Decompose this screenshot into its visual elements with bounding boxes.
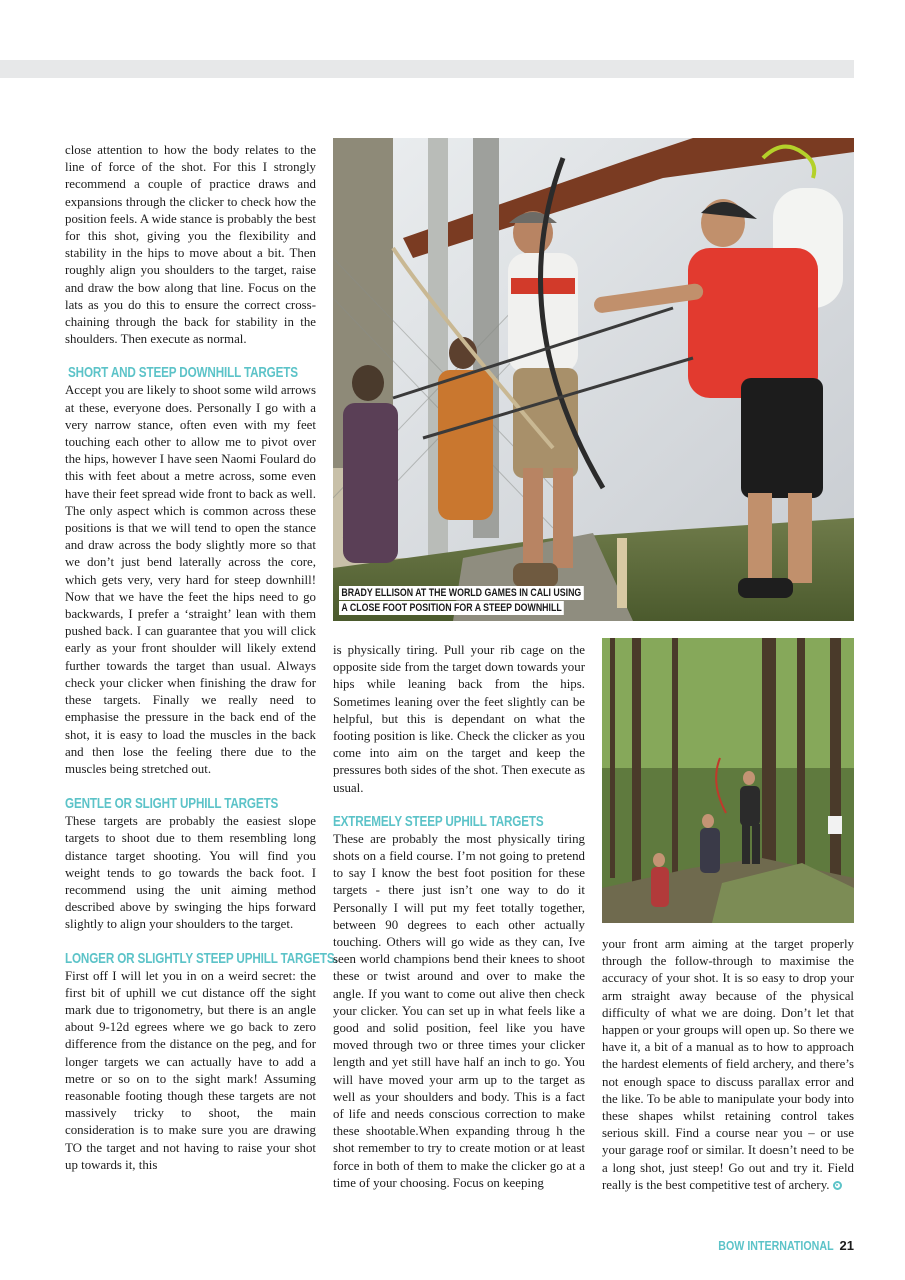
forest-archers-illustration xyxy=(602,638,854,923)
page-footer xyxy=(693,1238,854,1253)
caption-line-2: A CLOSE FOOT POSITION FOR A STEEP DOWNHILL xyxy=(339,601,564,615)
caption-line-1: BRADY ELLISON AT THE WORLD GAMES IN CALI USING xyxy=(339,586,584,600)
page-number: 21 xyxy=(839,1238,854,1253)
body-paragraph: These targets are probably the easiest slope targets to shoot due to them resembling long distance target shooting. You will find you weight tends to go towards the back foot. I recommend using the unit aiming method described above by swinging the hips forward slightly to align your shoulders to the target. xyxy=(65,814,316,932)
archery-photo-forest xyxy=(602,638,854,923)
body-paragraph: First off I will let you in on a weird secret: the first bit of uphill we cut distance off the sight mark due to trigonometry, but there is an angle about 9-12d egrees where we go back to zero difference from the distance on the peg, and for longer targets we can actually have to add a metre or so on to the sight mark! Assuming reasonable footing though these targets are not massively tricky to shoot, the main consideration is to make sure you are drawing TO the target and not having to raise your shot up towards it, this xyxy=(65,968,316,1172)
article-column-1 xyxy=(65,142,338,1174)
article-column-2 xyxy=(333,642,585,1192)
section-heading: LONGER OR SLIGHTLY STEEP UPHILL TARGETS. xyxy=(65,949,338,967)
body-text: your front arm aiming at the target properly through the follow-through to maximise the accuracy of your shot. It is so easy to drop your arm straight away because of the physical difficulty of what we are doing. Don’t let that happen or your groups will open up. So there we have it, a bit of a manual as to how to approach the hardest elements of field archery, and there’s not enough space to discuss parallax error and the like. To be able to manipulate your body into these shapes whilst retaining control takes serious skill. Find a course near you – or use your garage roof or similar. It doesn’t need to be a long shot, just steep! Go out and try it. Field really is the best competitive test of archery. xyxy=(602,937,854,1192)
photo-caption xyxy=(339,585,645,615)
publication-name: BOW INTERNATIONAL xyxy=(718,1238,834,1253)
end-of-article-icon xyxy=(833,1181,842,1190)
body-paragraph: Accept you are likely to shoot some wild arrows at these, everyone does. Personally I go with a very narrow stance, often even with my feet touching each other to allow me to pivot over the hips, however I have seen Naomi Foulard do this with feet about a metre across, some even have their feet spread wide front to back as well. The only aspect which is common across these positions is that we will tend to open the stance and draw across the body slightly more so that we don’t just bend laterally across the core, which gets very, very hard for steep downhill! Now that we have the feet the hips need to go backwards, I prefer a ‘straight’ lean with them pushed back. I can guarantee that you will click early as your front shoulder will likely extend further towards the target than usual. Always check your clicker when finishing the draw for these targets. Finally we really need to emphasise the pressure in the back end of the shot, it is easy to load the muscles in the back and then lose the feeling there due to the muscles being stretched out. xyxy=(65,383,316,776)
body-paragraph: close attention to how the body relates to the line of force of the shot. For this I strongly recommend a couple of practice draws and expansions through the clicker to check how the position feels. A wide stance is probably the best for this shot, giving you the flexibility and stability in the hips to move about a bit. Then roughly align you shoulders to the target, raise and draw the bow along that line. Focus on the lats as you do this to ensure the correct cross-chaining through the back for stability in the shoulders. Then execute as normal. xyxy=(65,143,316,347)
article-column-3 xyxy=(602,936,854,1194)
archery-photo-main xyxy=(333,138,854,621)
section-heading: EXTREMELY STEEP UPHILL TARGETS xyxy=(333,812,544,830)
header-bar xyxy=(0,60,854,78)
archers-shooting-downhill-illustration xyxy=(333,138,854,621)
body-paragraph: These are probably the most physically tiring shots on a field course. I’m not going to pretend to say I know the best foot position for these targets - there just isn’t one way to do it Personally I will put my feet totally together, between 90 degrees to each other actually touching. Others will go wide as they can, Ive seen world champions bend their knees to shoot these or twist around and over to make the angle. If you want to come out alive then check your clicker. You can set up in what feels like a good and solid position, feel like you have moved through two or three times your clicker length and yet still have half an inch to go. You will have moved your arm up to the target as well as your shoulders and body. This is a fact of life and needs conscious correction to make these shootable.When expanding throug h the shot remember to try to create motion or at least force in both of them to make the clicker go at a time of your choosing. Focus on keeping xyxy=(333,831,585,1190)
section-heading: SHORT AND STEEP DOWNHILL TARGETS xyxy=(68,364,298,382)
body-paragraph: is physically tiring. Pull your rib cage on the opposite side from the target down towards your hips while leaning back from the hips. Sometimes leaning over the feet slightly can be helpful, but this is dependant on what the footing position is like. Check the clicker as you come into aim on the target and keep the pressures both sides of the shot. Then execute as usual. xyxy=(333,643,585,795)
body-paragraph xyxy=(602,936,854,1194)
section-heading: GENTLE OR SLIGHT UPHILL TARGETS xyxy=(65,795,279,813)
